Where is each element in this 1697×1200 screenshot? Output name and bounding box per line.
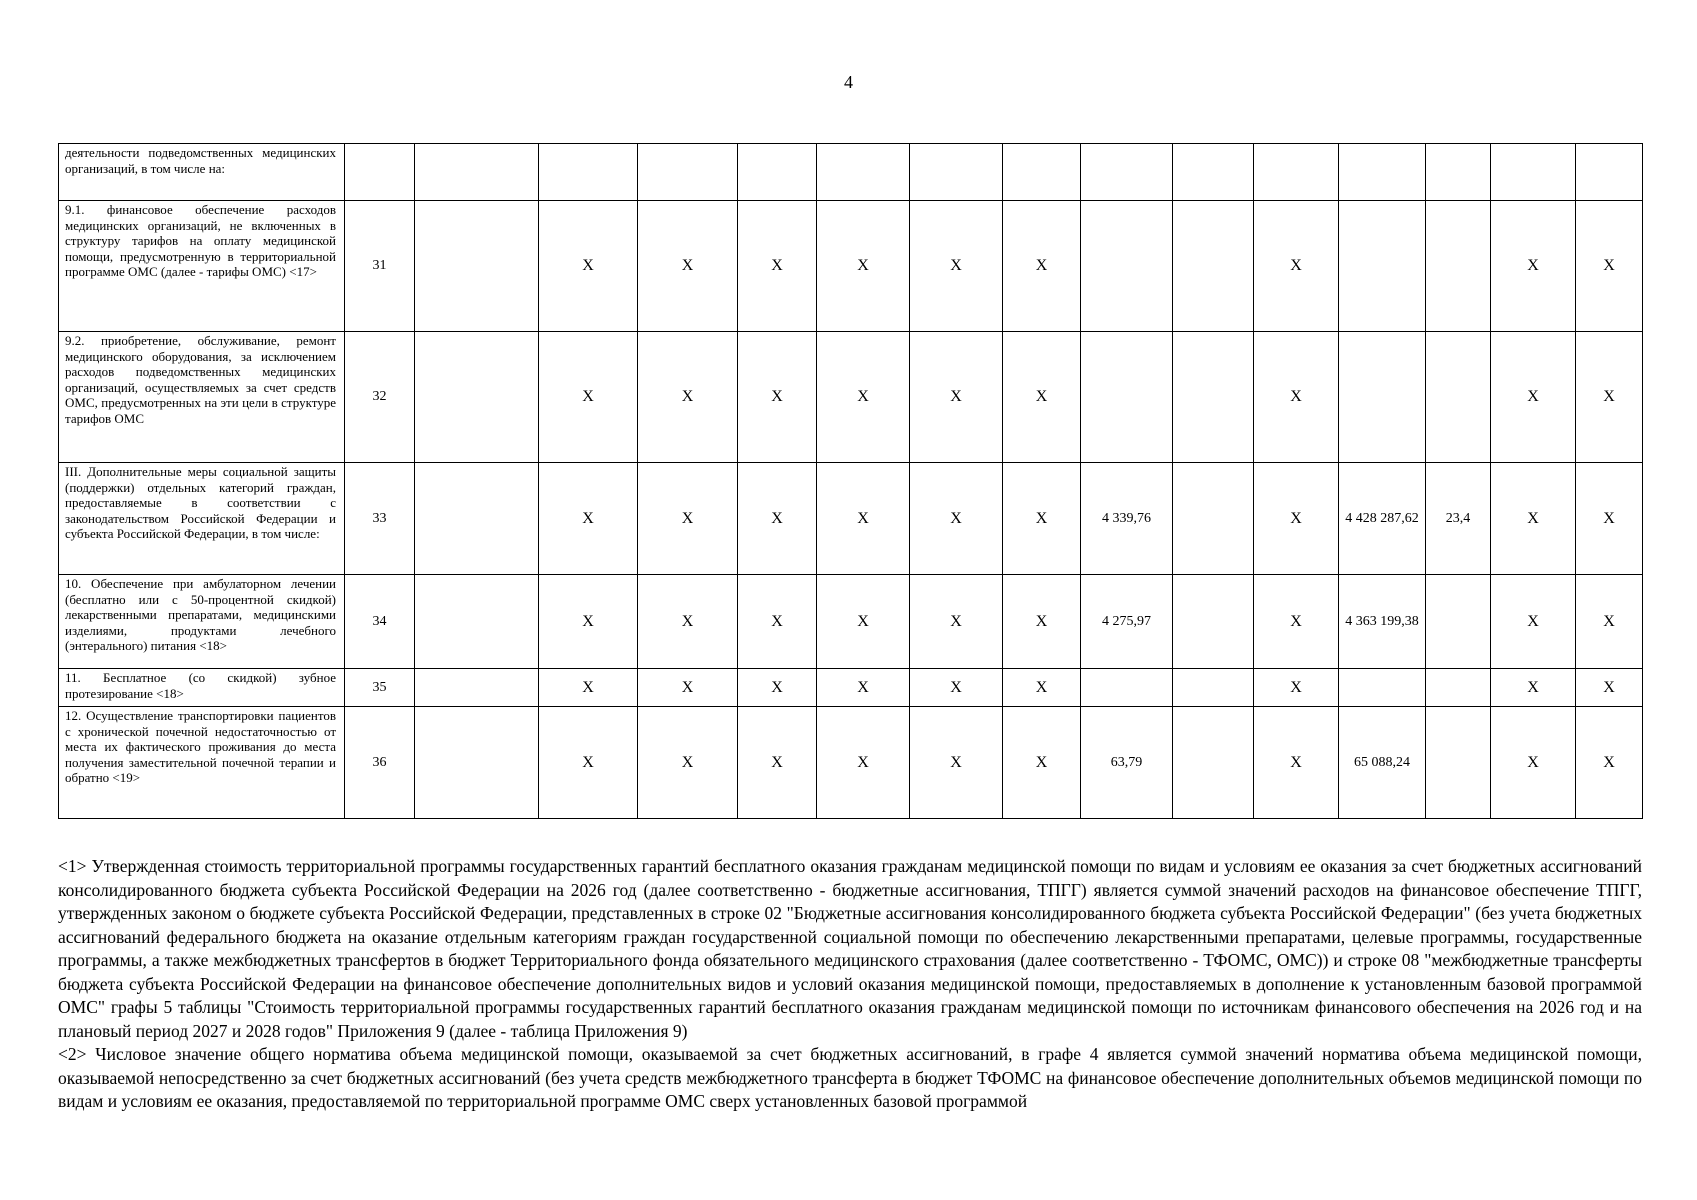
table-cell [1081, 332, 1173, 463]
row-name-cell: 9.2. приобретение, обслуживание, ремонт медицинского оборудования, за исключением расходов подведомственных медицинских организаций, осуществляемых за счет средств ОМС, предусмотренных на эти цели в структуре тарифов ОМС [59, 332, 345, 463]
table-cell: X [638, 332, 738, 463]
footnote-2: <2> Числовое значение общего норматива объема медицинской помощи, оказываемой за счет бюджетных ассигнований, в графе 4 является суммой значений норматива объема медицинской помощи, оказываемой непосредственно за счет бюджетных ассигнований (без учета средств межбюджетного трансферта в бюджет ТФОМС на финансовое обеспечение дополнительных объемов медицинской помощи по видам и условиям ее оказания, предоставляемой по территориальной программе ОМС сверх установленных базовой программой [58, 1044, 1642, 1111]
table-cell [910, 144, 1003, 201]
table-cell: X [1491, 669, 1576, 707]
table-cell: X [638, 201, 738, 332]
table-cell [1426, 201, 1491, 332]
table-cell: 23,4 [1426, 463, 1491, 575]
table-cell: X [1491, 463, 1576, 575]
table-cell [415, 575, 539, 669]
table-row [59, 332, 1643, 463]
table-cell: X [1003, 332, 1081, 463]
row-name-cell: 11. Бесплатное (со скидкой) зубное протезирование <18> [59, 669, 345, 707]
table-row [59, 575, 1643, 669]
table-cell: X [817, 669, 910, 707]
table-cell: X [738, 463, 817, 575]
table-cell: X [1254, 707, 1339, 819]
table-cell: X [638, 575, 738, 669]
table-cell [1426, 144, 1491, 201]
table-cell: X [539, 463, 638, 575]
table-cell: X [817, 575, 910, 669]
table-cell: X [1254, 575, 1339, 669]
table-cell: X [817, 707, 910, 819]
row-number-cell: 34 [345, 575, 415, 669]
table-cell [1081, 201, 1173, 332]
table-row [59, 707, 1643, 819]
table-cell [1081, 669, 1173, 707]
table-cell [1173, 332, 1254, 463]
table-cell: X [738, 332, 817, 463]
table-cell: X [539, 332, 638, 463]
table-cell: 63,79 [1081, 707, 1173, 819]
table-cell: X [638, 463, 738, 575]
table-cell [1426, 332, 1491, 463]
table-row [59, 201, 1643, 332]
table-cell: X [1576, 575, 1643, 669]
table-cell: X [910, 575, 1003, 669]
table-cell: X [1576, 201, 1643, 332]
table-cell: X [738, 201, 817, 332]
table-cell: X [1576, 707, 1643, 819]
table-cell: 4 339,76 [1081, 463, 1173, 575]
table-cell [415, 707, 539, 819]
table-cell [539, 144, 638, 201]
table-cell [638, 144, 738, 201]
table-cell [1173, 707, 1254, 819]
table-cell: X [738, 575, 817, 669]
table-cell [1426, 707, 1491, 819]
table-cell: X [817, 463, 910, 575]
table-cell: X [1003, 201, 1081, 332]
table-cell: X [1576, 332, 1643, 463]
table-row [59, 669, 1643, 707]
expenditure-table [58, 143, 1643, 819]
table-cell [1339, 669, 1426, 707]
table-cell: X [738, 669, 817, 707]
row-name-cell: 9.1. финансовое обеспечение расходов медицинских организаций, не включенных в структуру тарифов на оплату медицинской помощи, предусмотренную в территориальной программе ОМС (далее - тарифы ОМС) <17> [59, 201, 345, 332]
footnotes [58, 855, 1642, 1114]
table-cell [415, 463, 539, 575]
row-number-cell: 35 [345, 669, 415, 707]
table-cell: 4 275,97 [1081, 575, 1173, 669]
row-number-cell [345, 144, 415, 201]
table-cell: X [1254, 332, 1339, 463]
table-cell: X [539, 669, 638, 707]
table-cell [1173, 201, 1254, 332]
table-cell [415, 201, 539, 332]
table-cell: X [638, 707, 738, 819]
table-cell: X [1254, 201, 1339, 332]
row-name-cell: III. Дополнительные меры социальной защиты (поддержки) отдельных категорий граждан, предоставляемые в соответствии с законодательством Российской Федерации и субъекта Российской Федерации, в том числе: [59, 463, 345, 575]
table-cell: X [539, 201, 638, 332]
table-cell: 4 428 287,62 [1339, 463, 1426, 575]
table-cell: X [910, 707, 1003, 819]
table-cell [415, 669, 539, 707]
table-cell [1339, 144, 1426, 201]
table-cell [1491, 144, 1576, 201]
table-cell: X [1491, 707, 1576, 819]
table-cell [1081, 144, 1173, 201]
table-cell: X [817, 332, 910, 463]
table-cell: X [539, 707, 638, 819]
table-cell [1339, 201, 1426, 332]
table-cell: X [1491, 332, 1576, 463]
table-cell [738, 144, 817, 201]
table-cell: X [910, 332, 1003, 463]
table-cell: X [1003, 575, 1081, 669]
table-cell: X [1491, 201, 1576, 332]
table-cell: X [1003, 463, 1081, 575]
table-cell [1003, 144, 1081, 201]
table-cell [1426, 575, 1491, 669]
table-cell [1426, 669, 1491, 707]
table-cell: X [1576, 669, 1643, 707]
table-cell [415, 332, 539, 463]
table-cell: 4 363 199,38 [1339, 575, 1426, 669]
table-cell [1339, 332, 1426, 463]
table-cell: X [1254, 669, 1339, 707]
table-row [59, 463, 1643, 575]
table-row [59, 144, 1643, 201]
row-name-cell: 12. Осуществление транспортировки пациентов с хронической почечной недостаточностью от места их фактического проживания до места получения заместительной почечной терапии и обратно <19> [59, 707, 345, 819]
table-cell: 65 088,24 [1339, 707, 1426, 819]
table-cell: X [539, 575, 638, 669]
table-cell: X [1576, 463, 1643, 575]
row-name-cell: 10. Обеспечение при амбулаторном лечении (бесплатно или с 50-процентной скидкой) лекарственными препаратами, медицинскими изделиями, продуктами лечебного (энтерального) питания <18> [59, 575, 345, 669]
row-number-cell: 31 [345, 201, 415, 332]
table-cell [1576, 144, 1643, 201]
table-cell: X [638, 669, 738, 707]
table-cell [415, 144, 539, 201]
row-name-cell: деятельности подведомственных медицинских организаций, в том числе на: [59, 144, 345, 201]
table-cell [1173, 463, 1254, 575]
row-number-cell: 32 [345, 332, 415, 463]
table-cell [1173, 144, 1254, 201]
row-number-cell: 36 [345, 707, 415, 819]
table-cell: X [910, 201, 1003, 332]
table-cell: X [910, 463, 1003, 575]
table-cell: X [1254, 463, 1339, 575]
row-number-cell: 33 [345, 463, 415, 575]
table-cell: X [1491, 575, 1576, 669]
footnote-1: <1> Утвержденная стоимость территориальной программы государственных гарантий бесплатного оказания гражданам медицинской помощи по видам и условиям ее оказания за счет бюджетных ассигнований консолидированного бюджета субъекта Российской Федерации на 2026 год (далее соответственно - бюджетные ассигнования, ТПГГ) является суммой значений расходов на финансовое обеспечение ТПГГ, утвержденных законом о бюджете субъекта Российской Федерации, представленных в строке 02 "Бюджетные ассигнования консолидированного бюджета субъекта Российской Федерации" (без учета бюджетных ассигнований федерального бюджета на оказание отдельным категориям граждан государственной социальной помощи по обеспечению лекарственными препаратами, целевые программы, государственные программы, а также межбюджетных трансфертов в бюджет Территориального фонда обязательного медицинского страхования (далее соответственно - ТФОМС, ОМС)) и строке 08 "межбюджетные трансферты бюджета субъекта Российской Федерации на финансовое обеспечение дополнительных видов и условий оказания медицинской помощи, предоставляемых в дополнение к установленным базовой программой ОМС" графы 5 таблицы "Стоимость территориальной программы государственных гарантий бесплатного оказания гражданам медицинской помощи по источникам финансового обеспечения на 2026 год и на плановый период 2027 и 2028 годов" Приложения 9 (далее - таблица Приложения 9) [58, 856, 1642, 1041]
table-cell: X [738, 707, 817, 819]
table-cell: X [1003, 669, 1081, 707]
table-cell [1173, 575, 1254, 669]
table-cell [1173, 669, 1254, 707]
table-cell: X [817, 201, 910, 332]
table-cell [1254, 144, 1339, 201]
table-cell: X [1003, 707, 1081, 819]
table-cell [817, 144, 910, 201]
page-number: 4 [844, 72, 853, 92]
table-cell: X [910, 669, 1003, 707]
